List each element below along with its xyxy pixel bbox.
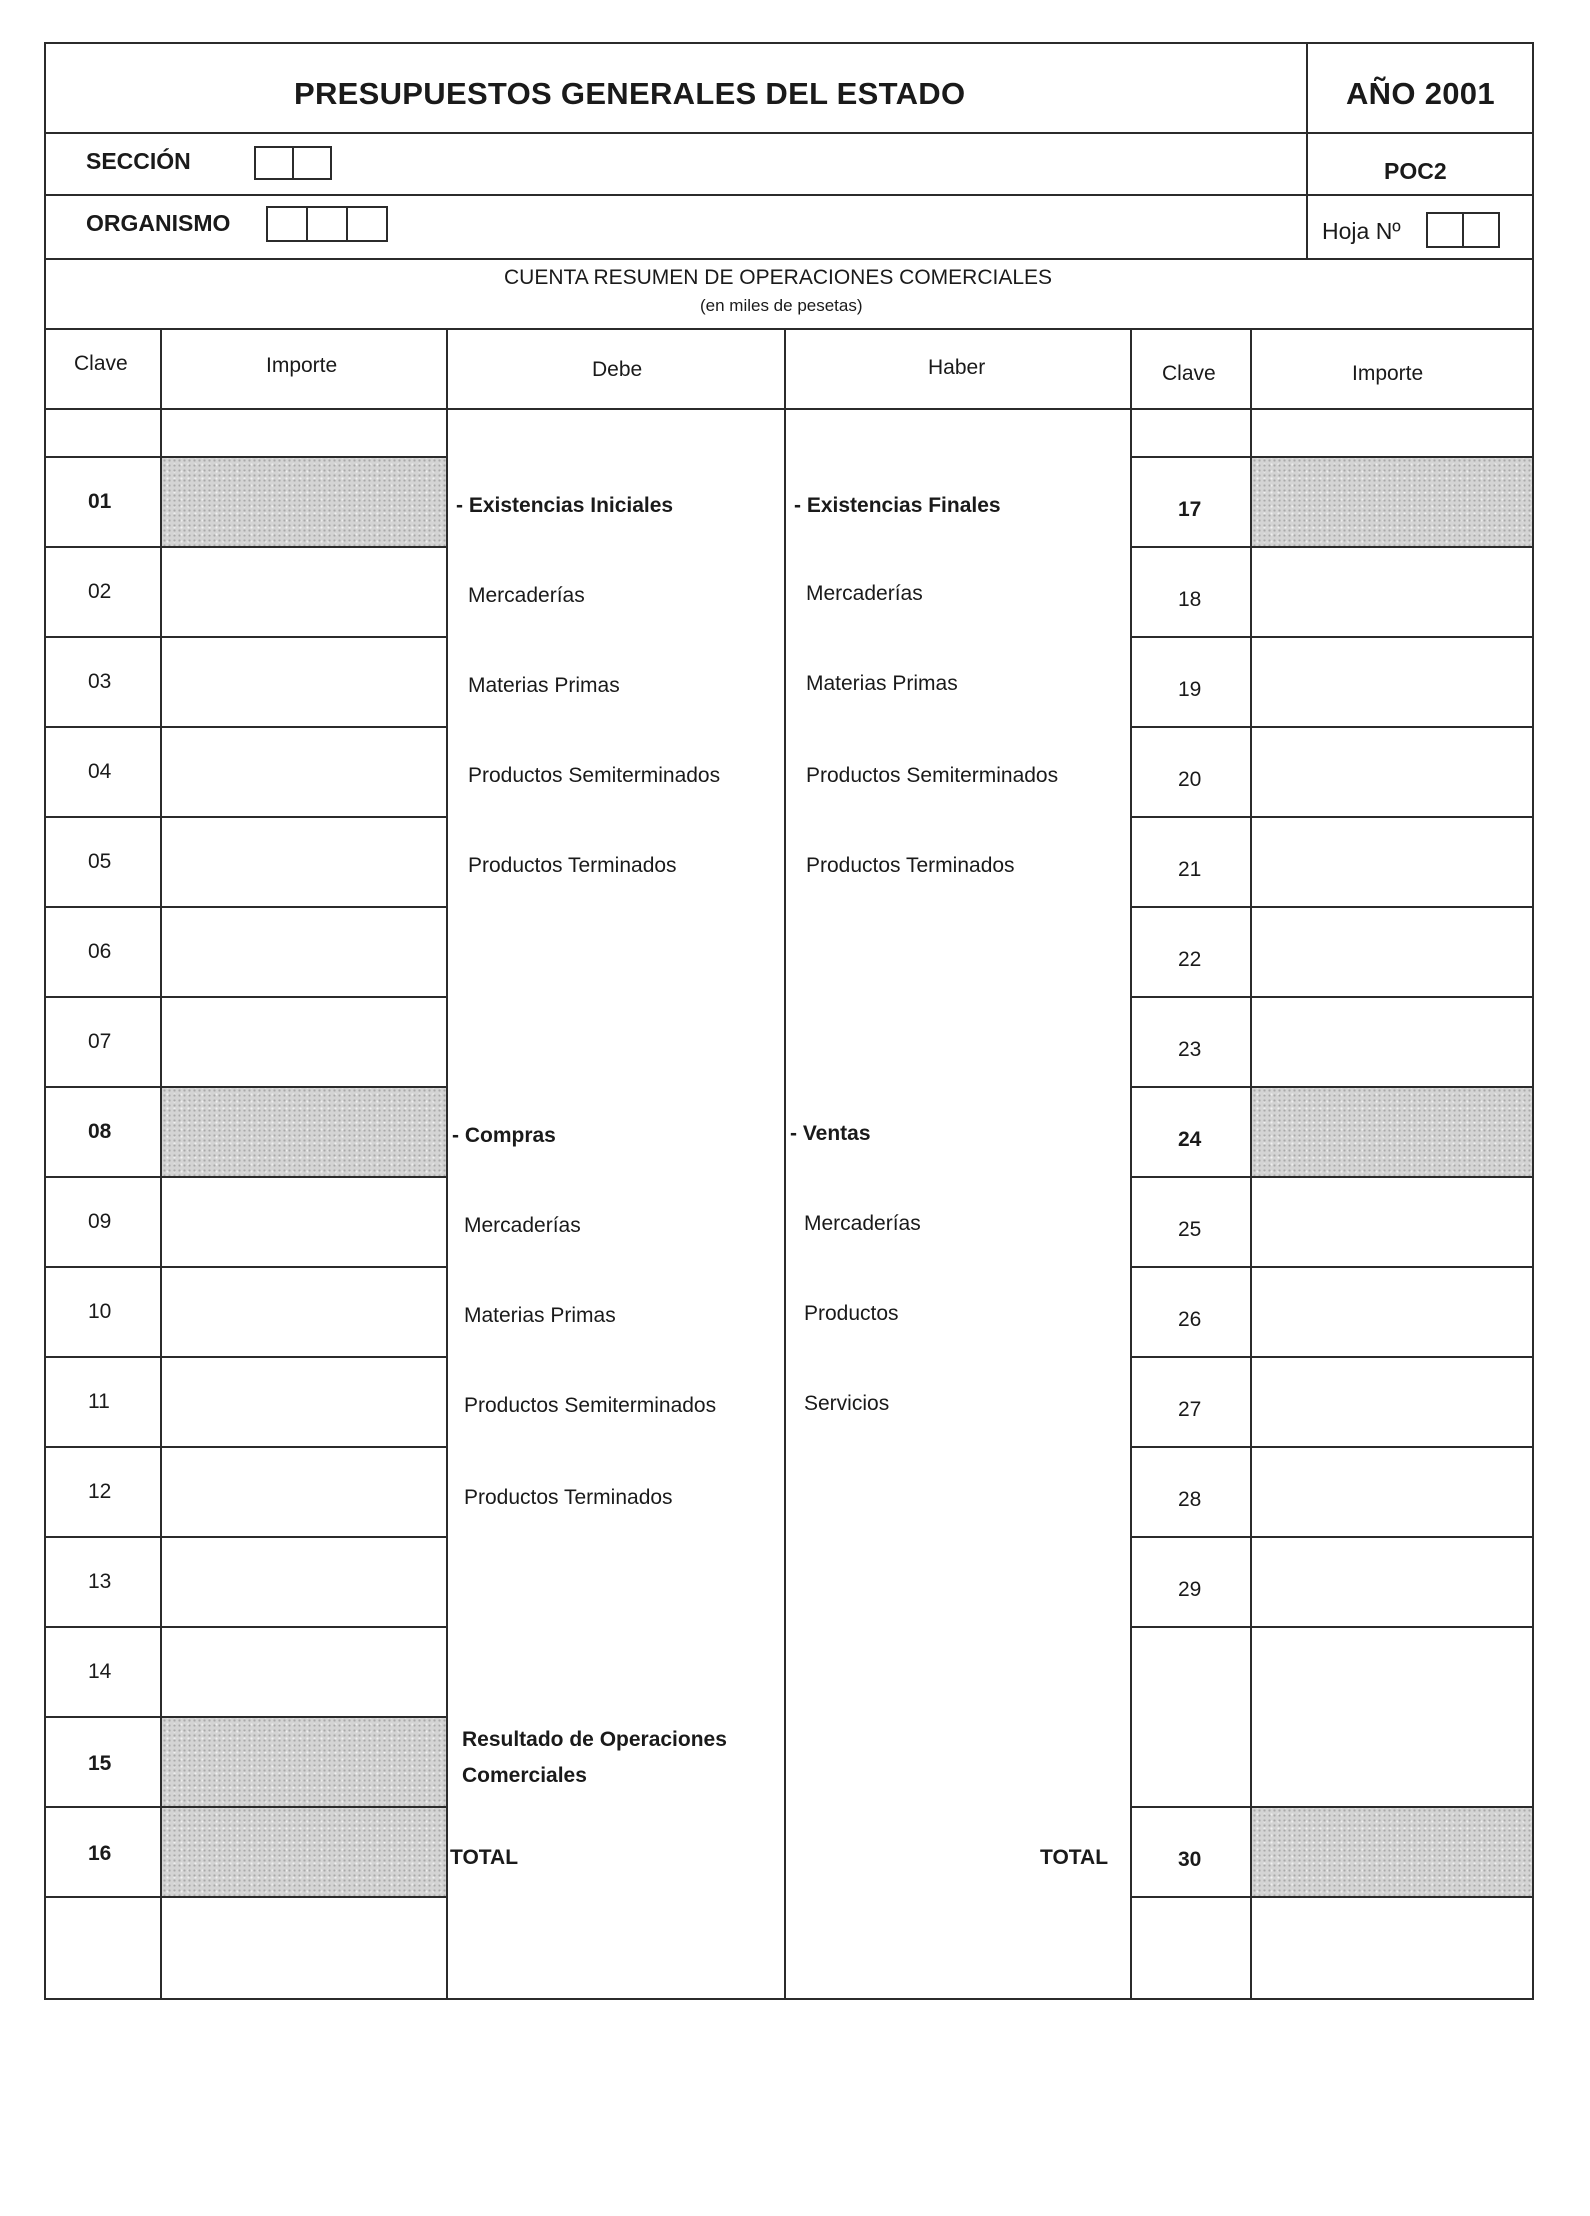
- haber-total-label: TOTAL: [1040, 1846, 1109, 1869]
- importe-shaded-30: [1252, 1808, 1532, 1896]
- importe-shaded-01: [162, 458, 446, 546]
- budget-form: [44, 42, 1534, 2000]
- importe-shaded-16: [162, 1808, 446, 1896]
- haber-concept-27: Servicios: [804, 1392, 890, 1415]
- clave-right-19: 19: [1178, 678, 1202, 701]
- debe-concept-09: Mercaderías: [464, 1214, 581, 1237]
- col-header-debe: Debe: [592, 358, 643, 381]
- debe-concept-02: Mercaderías: [468, 584, 585, 607]
- debe-concept-01: - Existencias Iniciales: [456, 494, 674, 517]
- haber-concept-18: Mercaderías: [806, 582, 923, 605]
- col-header-importe-left: Importe: [266, 354, 338, 377]
- year-label: AÑO 2001: [1346, 76, 1495, 111]
- clave-left-01: 01: [88, 490, 112, 513]
- clave-left-08: 08: [88, 1120, 112, 1143]
- debe-concept-15-line2: Comerciales: [462, 1764, 587, 1787]
- debe-concept-08: - Compras: [452, 1124, 556, 1147]
- debe-concept-10: Materias Primas: [464, 1304, 616, 1327]
- clave-left-15: 15: [88, 1752, 112, 1775]
- account-subtitle: (en miles de pesetas): [700, 296, 863, 315]
- clave-right-25: 25: [1178, 1218, 1202, 1241]
- debe-concept-11: Productos Semiterminados: [464, 1394, 717, 1417]
- clave-left-16: 16: [88, 1842, 112, 1865]
- importe-shaded-08: [162, 1088, 446, 1176]
- clave-right-23: 23: [1178, 1038, 1202, 1061]
- page-title: PRESUPUESTOS GENERALES DEL ESTADO: [294, 76, 966, 111]
- clave-left-02: 02: [88, 580, 112, 603]
- clave-right-30: 30: [1178, 1848, 1202, 1871]
- organismo-digit-1[interactable]: [266, 206, 308, 242]
- clave-right-29: 29: [1178, 1578, 1202, 1601]
- clave-left-05: 05: [88, 850, 112, 873]
- clave-left-11: 11: [88, 1390, 110, 1413]
- account-title: CUENTA RESUMEN DE OPERACIONES COMERCIALES: [504, 266, 1053, 289]
- clave-right-26: 26: [1178, 1308, 1202, 1331]
- debe-concept-04: Productos Semiterminados: [468, 764, 721, 787]
- clave-left-06: 06: [88, 940, 112, 963]
- haber-concept-21: Productos Terminados: [806, 854, 1015, 877]
- organismo-digit-2[interactable]: [306, 206, 348, 242]
- clave-left-10: 10: [88, 1300, 112, 1323]
- debe-concept-15-line1: Resultado de Operaciones: [462, 1728, 727, 1751]
- clave-right-27: 27: [1178, 1398, 1202, 1421]
- clave-right-22: 22: [1178, 948, 1202, 971]
- seccion-digit-1[interactable]: [254, 146, 294, 180]
- hoja-label: Hoja Nº: [1322, 218, 1401, 244]
- haber-concept-19: Materias Primas: [806, 672, 958, 695]
- clave-right-21: 21: [1178, 858, 1202, 881]
- clave-left-09: 09: [88, 1210, 112, 1233]
- debe-concept-05: Productos Terminados: [468, 854, 677, 877]
- organismo-digit-3[interactable]: [346, 206, 388, 242]
- clave-left-12: 12: [88, 1480, 112, 1503]
- clave-right-18: 18: [1178, 588, 1202, 611]
- hoja-digit-2[interactable]: [1462, 212, 1500, 248]
- clave-right-24: 24: [1178, 1128, 1202, 1151]
- haber-concept-26: Productos: [804, 1302, 899, 1325]
- haber-concept-17: - Existencias Finales: [794, 494, 1001, 517]
- clave-right-20: 20: [1178, 768, 1202, 791]
- seccion-digit-2[interactable]: [292, 146, 332, 180]
- clave-left-07: 07: [88, 1030, 112, 1053]
- haber-concept-25: Mercaderías: [804, 1212, 921, 1235]
- importe-shaded-17: [1252, 458, 1532, 546]
- hoja-digit-1[interactable]: [1426, 212, 1464, 248]
- clave-left-13: 13: [88, 1570, 112, 1593]
- importe-shaded-15: [162, 1718, 446, 1806]
- importe-shaded-24: [1252, 1088, 1532, 1176]
- col-header-clave-right: Clave: [1162, 362, 1216, 385]
- organismo-label: ORGANISMO: [86, 210, 231, 236]
- clave-left-14: 14: [88, 1660, 112, 1683]
- form-code: POC2: [1384, 158, 1447, 184]
- clave-right-17: 17: [1178, 498, 1202, 521]
- clave-left-03: 03: [88, 670, 112, 693]
- clave-right-28: 28: [1178, 1488, 1202, 1511]
- haber-concept-20: Productos Semiterminados: [806, 764, 1059, 787]
- debe-total-label: TOTAL: [450, 1846, 519, 1869]
- debe-concept-12: Productos Terminados: [464, 1486, 673, 1509]
- seccion-label: SECCIÓN: [86, 148, 191, 174]
- col-header-clave-left: Clave: [74, 352, 128, 375]
- clave-left-04: 04: [88, 760, 112, 783]
- col-header-haber: Haber: [928, 356, 986, 379]
- col-header-importe-right: Importe: [1352, 362, 1424, 385]
- haber-concept-24: - Ventas: [790, 1122, 871, 1145]
- debe-concept-03: Materias Primas: [468, 674, 620, 697]
